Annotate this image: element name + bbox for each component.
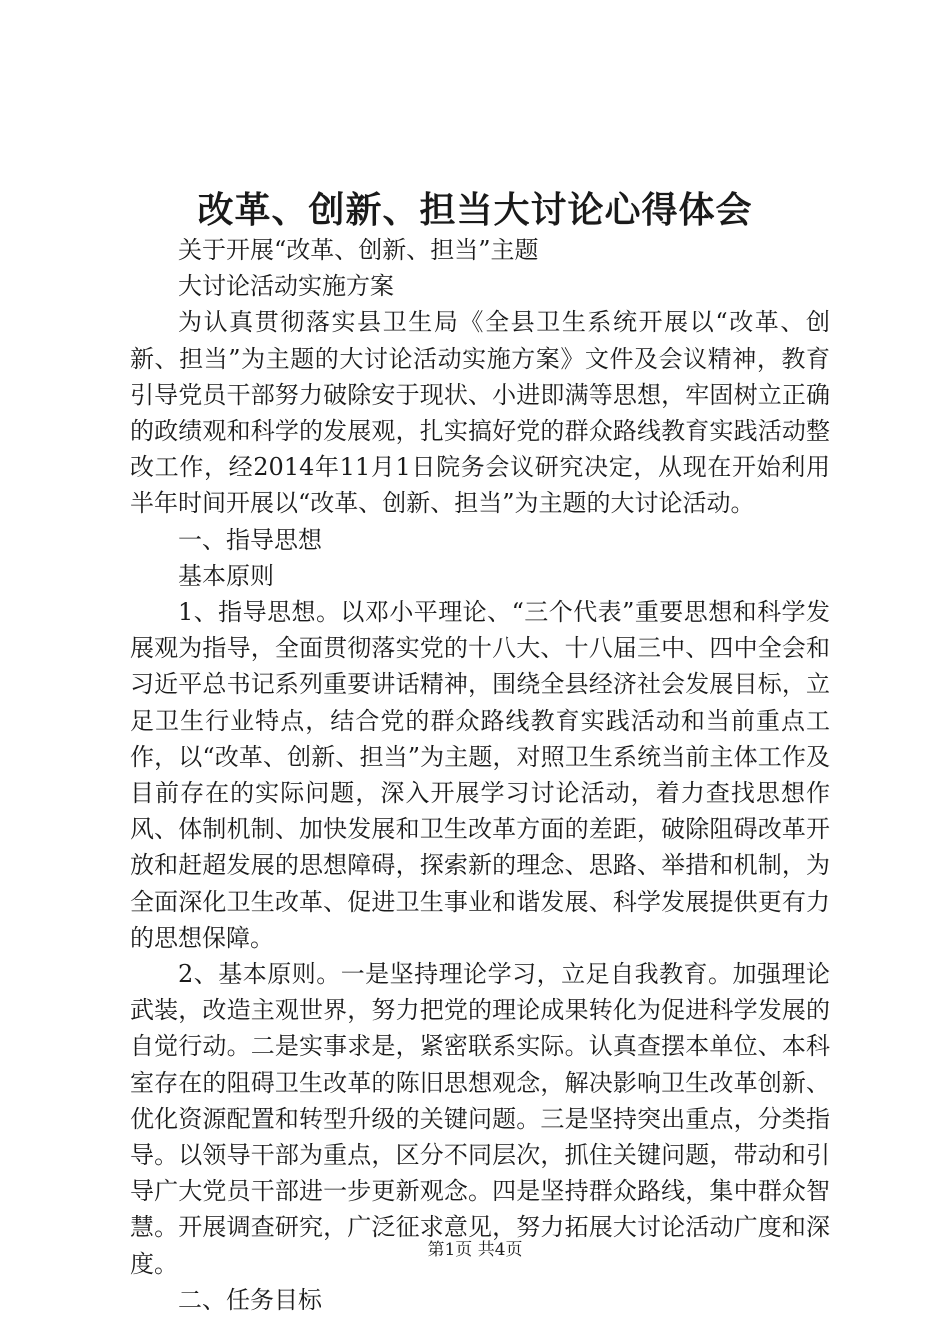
paragraph-guiding-ideology: 1、指导思想。以邓小平理论、“三个代表”重要思想和科学发展观为指导，全面贯彻落实党的十八大、十八届三中、四中全会和习近平总书记系列重要讲话精神，围绕全县经济社会发展目标，立足卫生行业特点，结合党的群众路线教育实践活动和当前重点工作，以“改革、创新、担当”为主题，对照卫生系统当前主体工作及目前存在的实际问题，深入开展学习讨论活动，着力查找思想作风、体制机制、加快发展和卫生改革方面的差距，破除阻碍改革开放和赶超发展的思想障碍，探索新的理念、思路、举措和机制，为全面深化卫生改革、促进卫生事业和谐发展、科学发展提供更有力的思想保障。 bbox=[130, 598, 830, 952]
paragraph-intro: 为认真贯彻落实县卫生局《全县卫生系统开展以“改革、创新、担当”为主题的大讨论活动实施方案》文件及会议精神，教育引导党员干部努力破除安于现状、小进即满等思想，牢固树立正确的政绩观和科学的发展观，扎实搞好党的群众路线教育实践活动整改工作，经2014年11月1日院务会议研究决定，从现在开始利用半年时间开展以“改革、创新、担当”为主题的大讨论活动。 bbox=[130, 308, 830, 518]
section-heading-guiding-ideology: 一、指导思想 bbox=[178, 525, 322, 554]
section-heading-task-goals: 二、任务目标 bbox=[178, 1285, 322, 1314]
paragraph-basic-principles: 2、基本原则。一是坚持理论学习，立足自我教育。加强理论武装，改造主观世界，努力把党的理论成果转化为促进科学发展的自觉行动。二是实事求是，紧密联系实际。认真查摆本单位、本科室存在的阻碍卫生改革的陈旧思想观念，解决影响卫生改革创新、优化资源配置和转型升级的关键问题。三是坚持突出重点，分类指导。以领导干部为重点，区分不同层次，抓住关键问题，带动和引导广大党员干部进一步更新观念。四是坚持群众路线，集中群众智慧。开展调查研究，广泛征求意见，努力拓展大讨论活动广度和深度。 bbox=[130, 960, 830, 1278]
document-title: 改革、创新、担当大讨论心得体会 bbox=[197, 189, 753, 231]
document-body bbox=[130, 232, 830, 1318]
paragraph-topic-line-1: 关于开展“改革、创新、担当”主题 bbox=[178, 236, 539, 264]
paragraph-topic-line-2: 大讨论活动实施方案 bbox=[178, 272, 394, 301]
page-number-footer: 第1页 共4页 bbox=[427, 1240, 523, 1260]
section-heading-basic-principles: 基本原则 bbox=[178, 561, 274, 590]
